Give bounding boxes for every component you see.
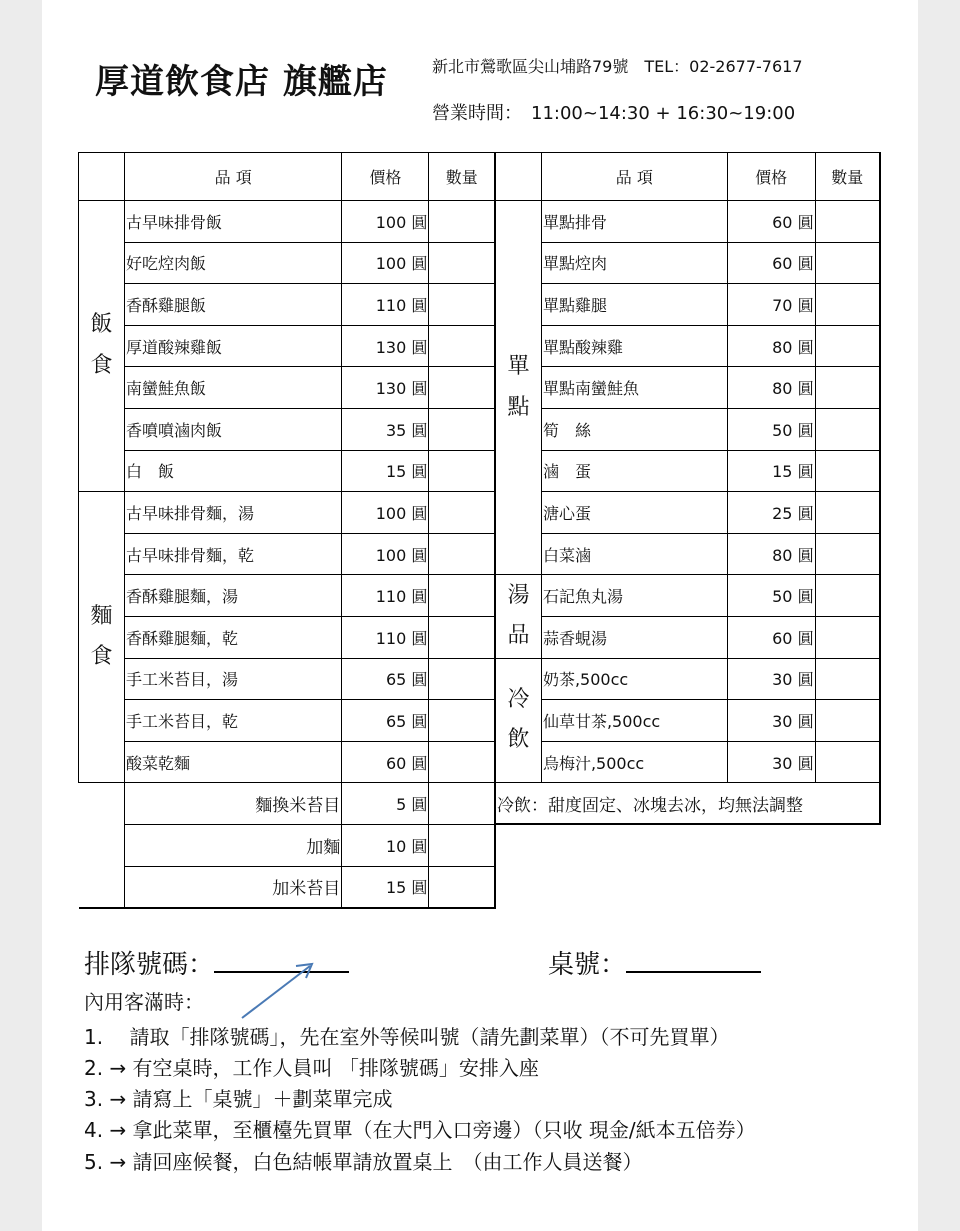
- menu-row: [79, 367, 496, 409]
- table-number-field[interactable]: [548, 944, 761, 981]
- item-unit: 500cc: [596, 753, 645, 773]
- menu-row: [79, 201, 496, 243]
- item-price: 60 圓: [342, 741, 429, 783]
- quantity-cell[interactable]: [429, 575, 495, 617]
- menu-row: [79, 284, 496, 326]
- addon-price: 10 圓: [342, 824, 429, 866]
- category-char: 冷: [507, 686, 530, 712]
- item-price: 35 圓: [342, 408, 429, 450]
- quantity-cell[interactable]: [815, 450, 880, 492]
- item-unit: 500cc: [612, 711, 661, 731]
- item-name: 好吃焢肉飯: [125, 242, 342, 284]
- menu-row: [496, 616, 881, 658]
- item-name: 手工米苔目，乾: [125, 700, 342, 742]
- item-name: 厚道酸辣雞飯: [125, 325, 342, 367]
- item-name: 單點雞腿: [541, 284, 727, 326]
- drink-note: 冷飲：甜度固定、冰塊去冰，均無法調整: [496, 783, 881, 825]
- menu-row: [79, 242, 496, 284]
- item-price: 30 圓: [727, 658, 815, 700]
- store-address: 新北市鶯歌區尖山埔路79號 TEL：02-2677-7617: [432, 57, 803, 76]
- item-price: 70 圓: [727, 284, 815, 326]
- category-char: 點: [507, 394, 530, 420]
- step-2: 2. → 有空桌時，工作人員叫 「排隊號碼」安排入座: [84, 1056, 539, 1080]
- category-label: [79, 492, 125, 783]
- item-price: 80 圓: [727, 367, 815, 409]
- business-hours: 營業時間： 11:00~14:30 + 16:30~19:00: [432, 103, 796, 124]
- item-name: 香酥雞腿飯: [125, 284, 342, 326]
- category-char: 麵: [90, 603, 113, 629]
- column-qty: 數量: [815, 153, 880, 201]
- column-item: 品 項: [125, 153, 342, 201]
- item-price: 100 圓: [342, 242, 429, 284]
- drink-note-row: [496, 783, 881, 825]
- quantity-cell[interactable]: [429, 408, 495, 450]
- item-unit: 500cc: [580, 670, 629, 690]
- quantity-cell[interactable]: [429, 242, 495, 284]
- corner-cell: [496, 153, 542, 201]
- menu-row: [496, 533, 881, 575]
- step-5: 5. → 請回座候餐，白色結帳單請放置桌上 （由工作人員送餐）: [84, 1150, 643, 1174]
- item-price: 60 圓: [727, 201, 815, 243]
- item-price: 100 圓: [342, 533, 429, 575]
- quantity-cell[interactable]: [815, 616, 880, 658]
- item-name: 滷 蛋: [541, 450, 727, 492]
- addon-name: 麵換米苔目: [125, 783, 342, 825]
- category-char: 湯: [507, 582, 530, 608]
- quantity-cell[interactable]: [815, 741, 880, 783]
- menu-row: [79, 533, 496, 575]
- category-label: [79, 201, 125, 492]
- menu-row: [79, 325, 496, 367]
- menu-row: [79, 492, 496, 534]
- step-3: 3. → 請寫上「桌號」＋劃菜單完成: [84, 1087, 393, 1111]
- item-name: 香酥雞腿麵，乾: [125, 616, 342, 658]
- item-name: 單點南蠻鮭魚: [541, 367, 727, 409]
- item-price: 60 圓: [727, 616, 815, 658]
- category-char: 食: [90, 644, 113, 670]
- item-name: 古早味排骨麵，湯: [125, 492, 342, 534]
- item-price: 15 圓: [342, 450, 429, 492]
- addon-price: 15 圓: [342, 866, 429, 908]
- quantity-cell[interactable]: [429, 616, 495, 658]
- item-price: 50 圓: [727, 575, 815, 617]
- blank-cell: [79, 783, 125, 908]
- item-price: 65 圓: [342, 700, 429, 742]
- dine-in-title: 內用客滿時：: [84, 990, 204, 1014]
- quantity-cell[interactable]: [429, 284, 495, 326]
- store-name: 厚道飲食店 旗艦店: [95, 62, 388, 102]
- quantity-cell[interactable]: [429, 741, 495, 783]
- menu-row: [496, 741, 881, 783]
- menu-row: [496, 367, 881, 409]
- item-name: 溏心蛋: [541, 492, 727, 534]
- menu-row: [496, 284, 881, 326]
- quantity-cell[interactable]: [429, 201, 495, 243]
- corner-cell: [79, 153, 125, 201]
- item-name: 香酥雞腿麵，湯: [125, 575, 342, 617]
- item-price: 30 圓: [727, 741, 815, 783]
- addon-row: [79, 783, 496, 825]
- menu-row: [496, 492, 881, 534]
- menu-row: [496, 450, 881, 492]
- quantity-cell[interactable]: [429, 367, 495, 409]
- quantity-cell[interactable]: [815, 367, 880, 409]
- item-name: [541, 700, 727, 742]
- quantity-cell[interactable]: [429, 450, 495, 492]
- quantity-cell[interactable]: [429, 700, 495, 742]
- item-name: 蒜香蜆湯: [541, 616, 727, 658]
- menu-row: [496, 700, 881, 742]
- item-price: 130 圓: [342, 325, 429, 367]
- table-number-label: 桌號：: [548, 950, 627, 980]
- menu-row: [496, 408, 881, 450]
- table-number-blank[interactable]: [626, 951, 761, 973]
- category-label: [496, 658, 542, 783]
- item-price: 110 圓: [342, 616, 429, 658]
- quantity-cell[interactable]: [429, 824, 495, 866]
- menu-row: [79, 408, 496, 450]
- menu-row: [496, 242, 881, 284]
- step-4: 4. → 拿此菜單，至櫃檯先買單（在大門入口旁邊）（只收 現金/紙本五倍券）: [84, 1118, 756, 1142]
- item-name: 白菜滷: [541, 533, 727, 575]
- quantity-cell[interactable]: [429, 658, 495, 700]
- quantity-cell[interactable]: [429, 533, 495, 575]
- menu-row: [79, 575, 496, 617]
- item-name: 單點酸辣雞: [541, 325, 727, 367]
- menu-row: [496, 325, 881, 367]
- addon-row: [79, 866, 496, 908]
- category-label: [496, 575, 542, 658]
- category-char: 食: [90, 353, 113, 379]
- item-name: 白 飯: [125, 450, 342, 492]
- step-1: 1. 請取「排隊號碼」，先在室外等候叫號（請先劃菜單）（不可先買單）: [84, 1025, 730, 1049]
- item-price: 65 圓: [342, 658, 429, 700]
- item-name: 酸菜乾麵: [125, 741, 342, 783]
- quantity-cell[interactable]: [815, 201, 880, 243]
- item-name: [541, 658, 727, 700]
- quantity-cell[interactable]: [815, 533, 880, 575]
- quantity-cell[interactable]: [815, 700, 880, 742]
- column-price: 價格: [342, 153, 429, 201]
- item-name-text: 仙草甘茶,: [542, 711, 613, 731]
- menu-row: [496, 575, 881, 617]
- item-price: 30 圓: [727, 700, 815, 742]
- item-name: 單點排骨: [541, 201, 727, 243]
- category-label: [496, 201, 542, 575]
- item-name: 香噴噴滷肉飯: [125, 408, 342, 450]
- item-price: 25 圓: [727, 492, 815, 534]
- category-char: 飯: [90, 312, 113, 338]
- quantity-cell[interactable]: [815, 492, 880, 534]
- menu-row: [79, 700, 496, 742]
- item-name-text: 烏梅汁,: [542, 753, 597, 773]
- item-name: 筍 絲: [541, 408, 727, 450]
- quantity-cell[interactable]: [429, 325, 495, 367]
- quantity-cell[interactable]: [815, 658, 880, 700]
- column-qty: 數量: [429, 153, 495, 201]
- item-price: 130 圓: [342, 367, 429, 409]
- item-name: 手工米苔目，湯: [125, 658, 342, 700]
- quantity-cell[interactable]: [815, 284, 880, 326]
- item-price: 100 圓: [342, 492, 429, 534]
- quantity-cell[interactable]: [815, 408, 880, 450]
- item-price: 60 圓: [727, 242, 815, 284]
- quantity-cell[interactable]: [815, 325, 880, 367]
- left-menu-table: [78, 152, 496, 909]
- queue-number-label: 排隊號碼：: [84, 950, 215, 980]
- addon-price: 5 圓: [342, 783, 429, 825]
- menu-row: [79, 741, 496, 783]
- item-name-text: 奶茶,: [542, 670, 581, 690]
- addon-name: 加麵: [125, 824, 342, 866]
- quantity-cell[interactable]: [815, 575, 880, 617]
- menu-row: [496, 658, 881, 700]
- column-price: 價格: [727, 153, 815, 201]
- quantity-cell[interactable]: [429, 783, 495, 825]
- menu-row: [79, 616, 496, 658]
- menu-row: [496, 201, 881, 243]
- item-price: 50 圓: [727, 408, 815, 450]
- category-char: 飲: [507, 727, 530, 753]
- category-char: 單: [507, 353, 530, 379]
- item-price: 100 圓: [342, 201, 429, 243]
- item-name: 石記魚丸湯: [541, 575, 727, 617]
- quantity-cell[interactable]: [429, 492, 495, 534]
- addon-name: 加米苔目: [125, 866, 342, 908]
- item-name: 南蠻鮭魚飯: [125, 367, 342, 409]
- addon-row: [79, 824, 496, 866]
- item-name: 單點焢肉: [541, 242, 727, 284]
- item-price: 15 圓: [727, 450, 815, 492]
- arrow-icon: [238, 960, 318, 1022]
- item-price: 80 圓: [727, 325, 815, 367]
- column-item: 品 項: [541, 153, 727, 201]
- category-char: 品: [507, 623, 530, 649]
- quantity-cell[interactable]: [429, 866, 495, 908]
- item-price: 110 圓: [342, 575, 429, 617]
- right-menu-table: [495, 152, 881, 825]
- item-name: [541, 741, 727, 783]
- item-price: 110 圓: [342, 284, 429, 326]
- item-price: 80 圓: [727, 533, 815, 575]
- quantity-cell[interactable]: [815, 242, 880, 284]
- menu-row: [79, 450, 496, 492]
- item-name: 古早味排骨飯: [125, 201, 342, 243]
- menu-row: [79, 658, 496, 700]
- item-name: 古早味排骨麵，乾: [125, 533, 342, 575]
